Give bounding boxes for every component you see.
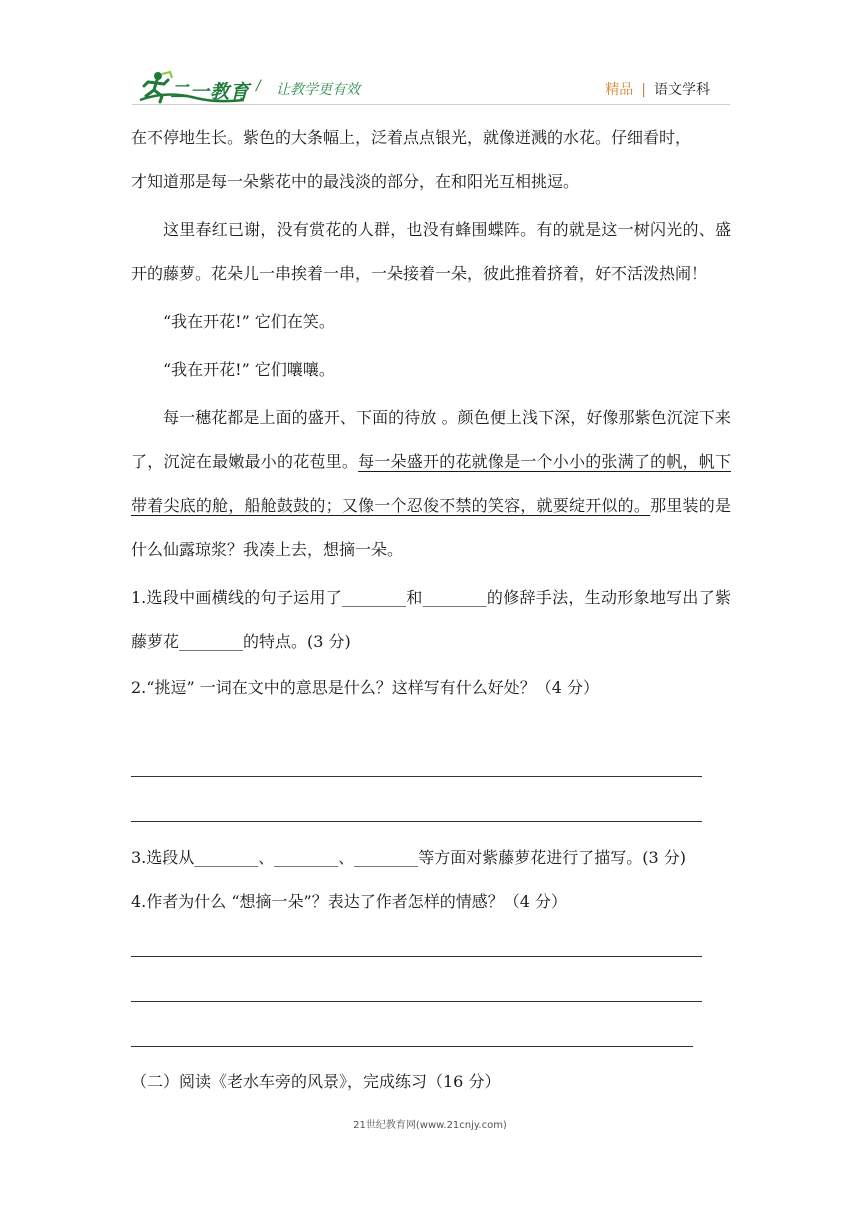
question-4: 4.作者为什么 “想摘一朵”？表达了作者怎样的情感？（4 分） — [131, 892, 567, 911]
logo-text: 二一教育 — [170, 81, 251, 103]
questions-block — [131, 836, 731, 924]
passage-p5-end: 那里装的是什么仙露琼浆？我凑上去，想摘一朵。 — [131, 496, 731, 559]
passage-paragraph-4: “我在开花!” 它们嚷嚷。 — [163, 360, 335, 379]
passage-paragraph-3: “我在开花!” 它们在笑。 — [163, 312, 335, 331]
page-header — [0, 0, 860, 110]
quality-tag: 精品 — [605, 82, 634, 98]
question-2: 2.“挑逗” 一词在文中的意思是什么？这样写有什么好处？（4 分） — [131, 678, 599, 697]
section-2-heading: （二）阅读《老水车旁的风景》，完成练习（16 分） — [131, 1072, 501, 1091]
page-footer: 21世纪教育网(www.21cnjy.com) — [353, 1120, 507, 1131]
passage — [131, 116, 731, 710]
passage-paragraph-5 — [131, 396, 731, 572]
section-2 — [131, 1060, 731, 1104]
passage-p5-start: 每一穗花都是上面的盛开、下面的待放 。颜色便上浅下深，好像那紫色沉淀下来了，沉淀在最嫩最小的花苞里。 — [131, 408, 731, 471]
passage-line-2: 才知道那是每一朵紫花中的最浅淡的部分，在和阳光互相挑逗。 — [131, 172, 580, 191]
passage-line-1: 在不停地生长。紫色的大条幅上，泛着点点银光，就像迸溅的水花。仔细看时， — [131, 128, 692, 147]
answer-line-q4-3[interactable] — [131, 1046, 693, 1047]
slogan: 让教学更有效 — [276, 82, 360, 98]
question-3: 3.选段从________、________、________等方面对紫藤萝花进行了描写。(3 分) — [131, 848, 687, 867]
answer-line-q2-2[interactable] — [131, 821, 702, 822]
subject-label: 语文学科 — [654, 82, 710, 98]
header-right — [605, 79, 710, 99]
answer-line-q4-2[interactable] — [131, 1001, 702, 1002]
answer-line-q4-1[interactable] — [131, 956, 702, 957]
underlined-sentence: 每一朵盛开的花就像是一个小小的张满了的帆，帆下带着尖底的舱，船舱鼓鼓的；又像一个忍俊不禁的笑容，就要绽开似的。 — [131, 452, 731, 515]
answer-line-q2-1[interactable] — [131, 776, 702, 777]
slogan-separator: / — [256, 78, 261, 94]
question-1: 1.选段中画横线的句子运用了________和________的修辞手法，生动形象地写出了紫藤萝花________的特点。(3 分) — [131, 588, 731, 651]
passage-paragraph-2: 这里春红已谢，没有赏花的人群，也没有蜂围蝶阵。有的就是这一树闪光的、盛开的藤萝。花朵儿一串挨着一串，一朵接着一朵，彼此推着挤着，好不活泼热闹！ — [131, 220, 731, 283]
header-divider — [132, 104, 730, 105]
header-separator: | — [641, 82, 646, 98]
